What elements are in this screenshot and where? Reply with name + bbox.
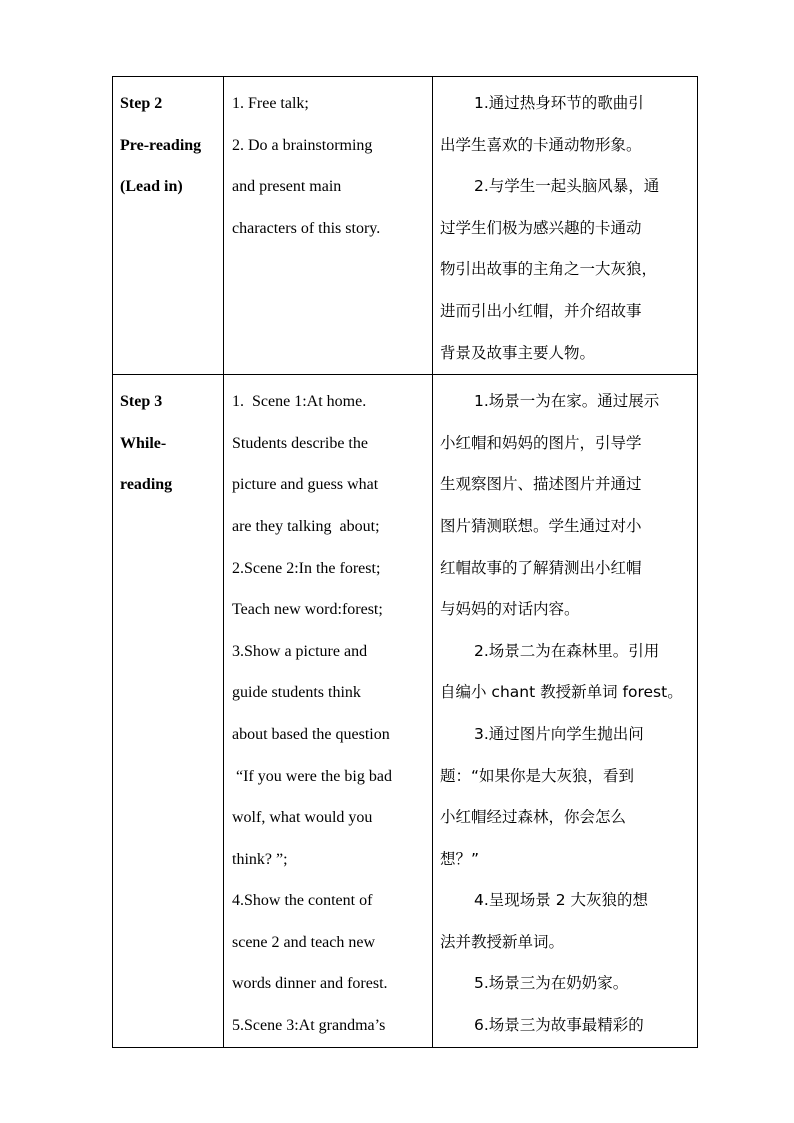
activity-line: are they talking about; <box>232 517 380 535</box>
activity-line: 1. Scene 1:At home. <box>232 393 367 411</box>
purpose-line: 2.与学生一起头脑风暴，通 <box>474 177 660 196</box>
purpose-line: 小红帽经过森林，你会怎么 <box>440 808 627 827</box>
step-label-line: (Lead in) <box>120 178 183 196</box>
activity-line: Students describe the <box>232 434 368 452</box>
purpose-line: 图片猜测联想。学生通过对小 <box>440 516 642 535</box>
purpose-line: 3.通过图片向学生抛出问 <box>474 724 644 743</box>
purpose-line: 自编小 chant 教授新单词 forest。 <box>440 683 683 702</box>
purpose-line: 生观察图片、描述图片并通过 <box>440 475 642 494</box>
activity-line: 5.Scene 3:At grandma’s <box>232 1017 386 1035</box>
activity-line: about based the question <box>232 725 390 743</box>
table-row-step-2 <box>113 77 698 375</box>
purpose-line: 5.场景三为在奶奶家。 <box>474 974 629 993</box>
step-cell <box>113 375 224 1048</box>
purpose-line: 背景及故事主要人物。 <box>440 343 596 362</box>
activity-line: guide students think <box>232 684 361 702</box>
activity-line: wolf, what would you <box>232 809 373 827</box>
activity-line: think? ”; <box>232 850 288 868</box>
activity-cell <box>224 375 433 1048</box>
purpose-line: 出学生喜欢的卡通动物形象。 <box>440 135 642 154</box>
purpose-line: 物引出故事的主角之一大灰狼， <box>440 260 658 279</box>
step-cell <box>113 77 224 375</box>
activity-line: 4.Show the content of <box>232 892 373 910</box>
purpose-line: 小红帽和妈妈的图片，引导学 <box>440 433 642 452</box>
lesson-plan-table <box>112 76 698 1048</box>
purpose-cell <box>433 77 698 375</box>
activity-line: 2. Do a brainstorming <box>232 136 373 154</box>
purpose-line: 过学生们极为感兴趣的卡通动 <box>440 218 642 237</box>
activity-line: and present main <box>232 178 342 196</box>
activity-line: “If you were the big bad <box>232 767 392 785</box>
step-label-line: While- <box>120 434 167 452</box>
activity-line: picture and guess what <box>232 476 379 494</box>
purpose-line: 6.场景三为故事最精彩的 <box>474 1016 644 1035</box>
activity-line: 2.Scene 2:In the forest; <box>232 559 381 577</box>
purpose-line: 想？” <box>440 849 480 868</box>
purpose-line: 红帽故事的了解猜测出小红帽 <box>440 558 642 577</box>
purpose-line: 题：“如果你是大灰狼，看到 <box>440 766 635 785</box>
purpose-cell <box>433 375 698 1048</box>
purpose-line: 与妈妈的对话内容。 <box>440 600 580 619</box>
step-label-line: reading <box>120 476 173 494</box>
activity-line: 1. Free talk; <box>232 95 309 112</box>
activity-line: words dinner and forest. <box>232 975 388 993</box>
step-label-line: Pre-reading <box>120 136 202 154</box>
purpose-line: 1.场景一为在家。通过展示 <box>474 392 660 411</box>
activity-line: 3.Show a picture and <box>232 642 368 660</box>
step-label-line: Step 3 <box>120 393 163 411</box>
activity-cell <box>224 77 433 375</box>
purpose-line: 进而引出小红帽，并介绍故事 <box>440 301 642 320</box>
activity-line: scene 2 and teach new <box>232 933 376 951</box>
purpose-line: 1.通过热身环节的歌曲引 <box>474 94 644 112</box>
activity-line: characters of this story. <box>232 219 381 237</box>
purpose-line: 2.场景二为在森林里。引用 <box>474 641 660 660</box>
purpose-line: 4.呈现场景 2 大灰狼的想 <box>474 891 649 910</box>
purpose-line: 法并教授新单词。 <box>440 932 565 951</box>
step-label-line: Step 2 <box>120 95 163 112</box>
activity-line: Teach new word:forest; <box>232 601 383 619</box>
table-row-step-3 <box>113 375 698 1048</box>
